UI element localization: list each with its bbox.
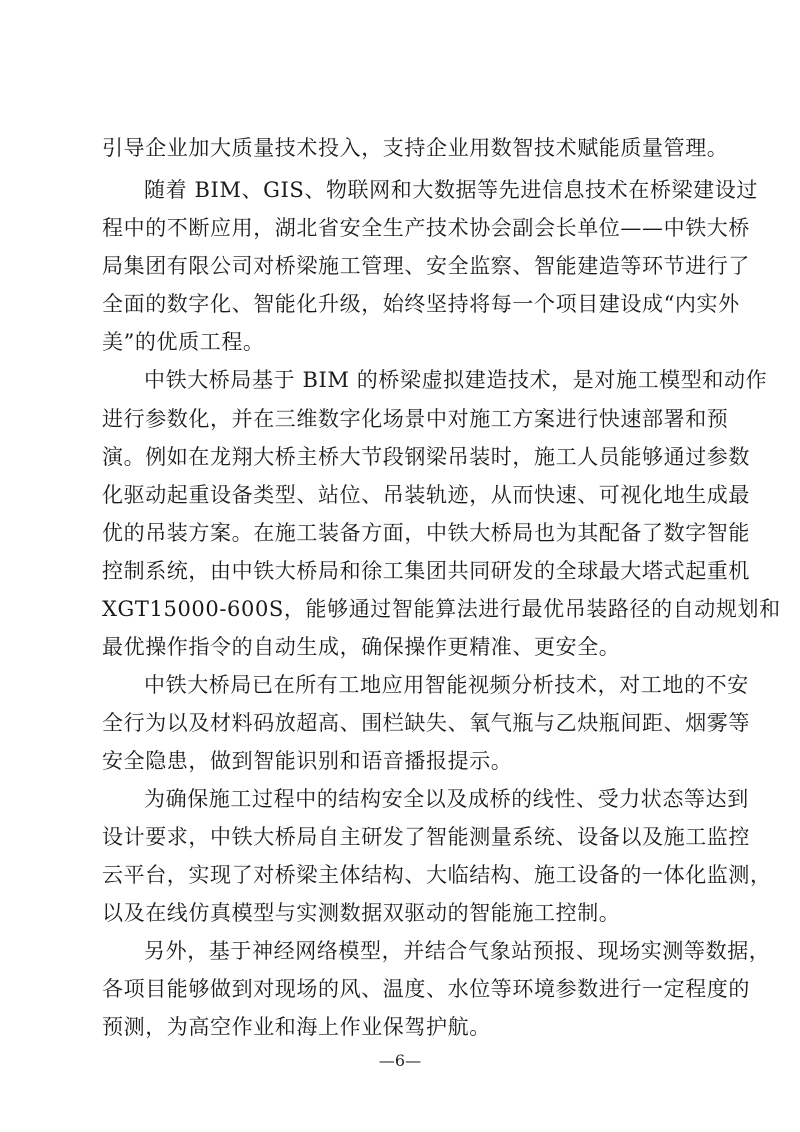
text-line: 化驱动起重设备类型、站位、吊装轨迹，从而快速、可视化地生成最 — [102, 483, 750, 507]
text-line: 安全隐患，做到智能识别和语音播报提示。 — [102, 749, 513, 773]
page-number: —6— — [378, 1051, 422, 1070]
text-line: 演。例如在龙翔大桥主桥大节段钢梁吊装时，施工人员能够通过参数 — [102, 445, 750, 469]
text-line: 美”的优质工程。 — [102, 330, 265, 354]
text-line: 引导企业加大质量技术投入，支持企业用数智技术赋能质量管理。 — [102, 136, 729, 160]
text-line: 控制系统，由中铁大桥局和徐工集团共同研发的全球最大塔式起重机 — [102, 559, 750, 583]
text-line: 程中的不断应用，湖北省安全生产技术协会副会长单位——中铁大桥 — [102, 216, 750, 240]
text-line: XGT15000-600S，能够通过智能算法进行最优吊装路径的自动规划和 — [102, 597, 781, 621]
paragraph-first-line: 随着 BIM、GIS、物联网和大数据等先进信息技术在桥梁建设过 — [144, 178, 758, 202]
text-line: 云平台，实现了对桥梁主体结构、大临结构、施工设备的一体化监测， — [102, 863, 772, 887]
text-line: 各项目能够做到对现场的风、温度、水位等环境参数进行一定程度的 — [102, 977, 750, 1001]
text-line: 全行为以及材料码放超高、围栏缺失、氧气瓶与乙炔瓶间距、烟雾等 — [102, 711, 750, 735]
text-line: 最优操作指令的自动生成，确保操作更精准、更安全。 — [102, 635, 621, 659]
text-line: 进行参数化，并在三维数字化场景中对施工方案进行快速部署和预 — [102, 407, 729, 431]
paragraph-first-line: 中铁大桥局已在所有工地应用智能视频分析技术，对工地的不安 — [144, 673, 749, 697]
paragraph-first-line: 为确保施工过程中的结构安全以及成桥的线性、受力状态等达到 — [144, 787, 749, 811]
text-line: 以及在线仿真模型与实测数据双驱动的智能施工控制。 — [102, 901, 621, 925]
text-line: 设计要求，中铁大桥局自主研发了智能测量系统、设备以及施工监控 — [102, 825, 750, 849]
paragraph-first-line: 另外，基于神经网络模型，并结合气象站预报、现场实测等数据， — [144, 939, 771, 963]
text-line: 预测，为高空作业和海上作业保驾护航。 — [102, 1015, 491, 1039]
text-line: 全面的数字化、智能化升级，始终坚持将每一个项目建设成“内实外 — [102, 292, 740, 316]
text-line: 局集团有限公司对桥梁施工管理、安全监察、智能建造等环节进行了 — [102, 254, 750, 278]
paragraph-first-line: 中铁大桥局基于 BIM 的桥梁虚拟建造技术，是对施工模型和动作 — [144, 368, 768, 392]
text-line: 优的吊装方案。在施工装备方面，中铁大桥局也为其配备了数字智能 — [102, 521, 750, 545]
